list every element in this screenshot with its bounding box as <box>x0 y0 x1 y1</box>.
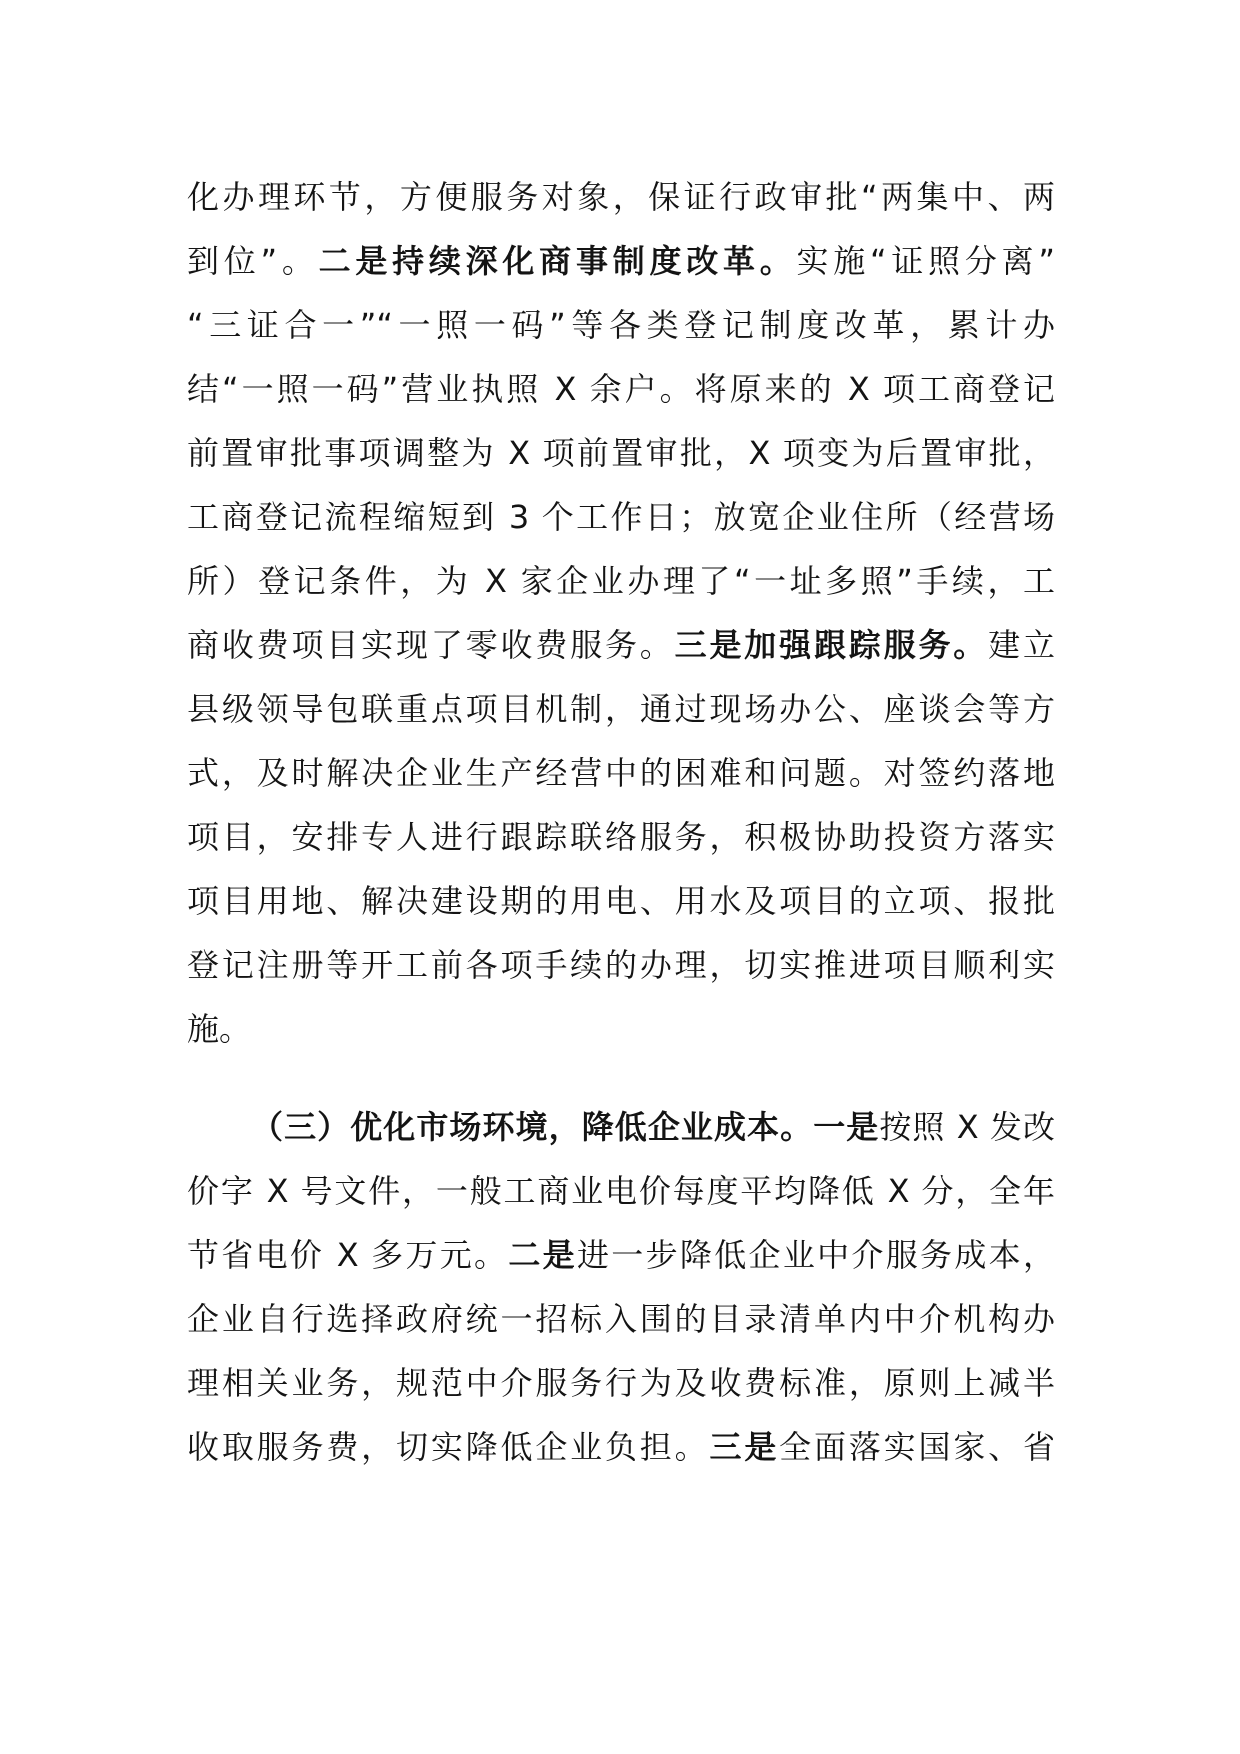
paragraph-1 <box>187 165 1055 1061</box>
text-line <box>187 293 1055 357</box>
text-run: 进一步降低企业中介服务成本， <box>576 1236 1055 1274</box>
text-run: 登记注册等开工前各项手续的办理，切实推进项目顺利实 <box>187 946 1055 984</box>
bold-text-run: （三）优化市场环境，降低企业成本。 <box>251 1108 814 1146</box>
text-run: 式，及时解决企业生产经营中的困难和问题。对签约落地 <box>187 754 1055 792</box>
bold-text-run: 二是持续深化商事制度改革。 <box>318 242 797 280</box>
text-run: 前置审批事项调整为 X 项前置审批，X 项变为后置审批， <box>187 434 1055 472</box>
text-run: 到位”。 <box>187 242 319 280</box>
text-line <box>187 1095 1055 1159</box>
text-run: 化办理环节，方便服务对象，保证行政审批“两集中、两 <box>187 178 1055 216</box>
text-line <box>187 1351 1055 1415</box>
text-line <box>187 1287 1055 1351</box>
text-run: 建立 <box>988 626 1055 664</box>
text-line <box>187 549 1055 613</box>
text-run: 工商登记流程缩短到 3 个工作日；放宽企业住所（经营场 <box>187 498 1055 536</box>
bold-text-run: 三是加强跟踪服务。 <box>674 626 989 664</box>
text-line <box>187 741 1055 805</box>
bold-text-run: 一是 <box>813 1108 880 1146</box>
text-run: 施。 <box>187 1010 252 1048</box>
text-run: 收取服务费，切实降低企业负担。 <box>187 1428 710 1466</box>
bold-text-run: 三是 <box>709 1428 780 1466</box>
text-run: 结“一照一码”营业执照 X 余户。将原来的 X 项工商登记 <box>187 370 1055 408</box>
text-line <box>187 613 1055 677</box>
text-line <box>187 165 1055 229</box>
paragraph-2 <box>187 1095 1055 1479</box>
text-run: 商收费项目实现了零收费服务。 <box>187 626 675 664</box>
text-line <box>187 677 1055 741</box>
text-run: 理相关业务，规范中介服务行为及收费标准，原则上减半 <box>187 1364 1055 1402</box>
text-line <box>187 869 1055 933</box>
text-run: 项目用地、解决建设期的用电、用水及项目的立项、报批 <box>187 882 1055 920</box>
text-line <box>187 421 1055 485</box>
text-line <box>187 357 1055 421</box>
text-line <box>187 229 1055 293</box>
text-line <box>187 805 1055 869</box>
text-run: 企业自行选择政府统一招标入围的目录清单内中介机构办 <box>187 1300 1055 1338</box>
text-run: 县级领导包联重点项目机制，通过现场办公、座谈会等方 <box>187 690 1055 728</box>
text-run: 全面落实国家、省 <box>779 1428 1055 1466</box>
bold-text-run: 二是 <box>508 1236 577 1274</box>
text-line <box>187 997 1055 1061</box>
text-run: 所）登记条件，为 X 家企业办理了“一址多照”手续，工 <box>187 562 1055 600</box>
text-run: 节省电价 X 多万元。 <box>187 1236 509 1274</box>
text-run: “三证合一”“一照一码”等各类登记制度改革，累计办 <box>187 306 1055 344</box>
text-line <box>187 485 1055 549</box>
text-line <box>187 933 1055 997</box>
text-run: 价字 X 号文件，一般工商业电价每度平均降低 X 分，全年 <box>187 1172 1055 1210</box>
text-line <box>187 1223 1055 1287</box>
text-run: 项目，安排专人进行跟踪联络服务，积极协助投资方落实 <box>187 818 1055 856</box>
text-line <box>187 1159 1055 1223</box>
text-line <box>187 1415 1055 1479</box>
text-run: 按照 X 发改 <box>879 1108 1055 1146</box>
text-run: 实施“证照分离” <box>796 242 1055 280</box>
